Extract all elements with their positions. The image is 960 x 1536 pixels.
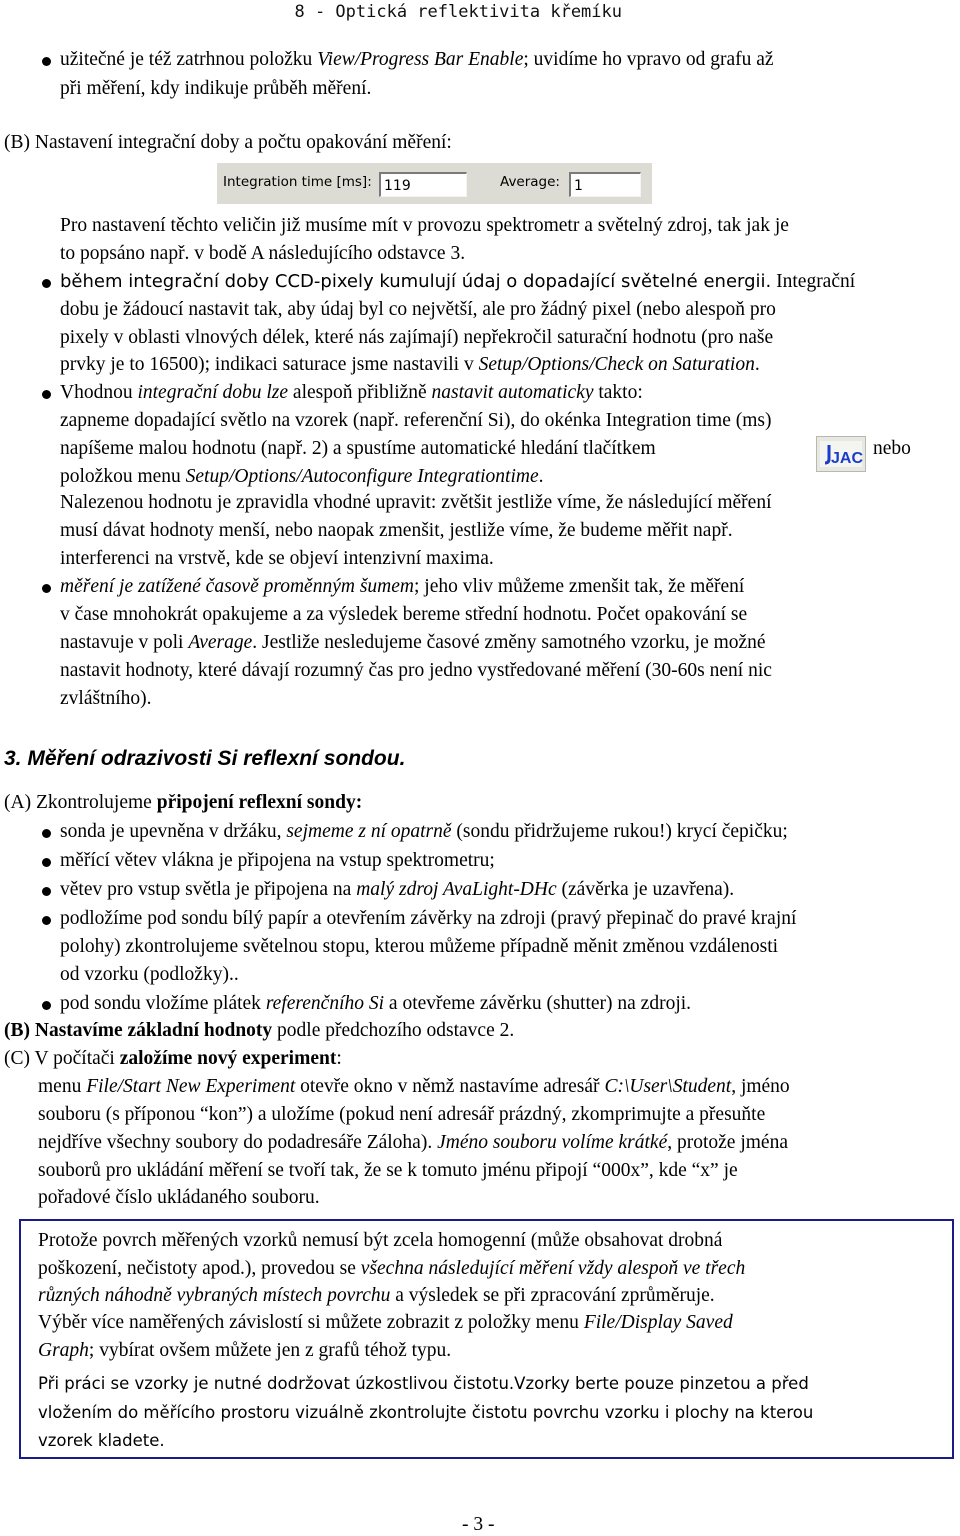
list-item: větev pro vstup světla je připojena na malý zdroj AvaLight-DHc (závěrka je uzavřena).	[60, 879, 735, 900]
bullet	[42, 57, 51, 66]
note-warning-line: Při práci se vzorky je nutné dodržovat úzkostlivou čistotu.Vzorky berte pouze pinzetou a před	[38, 1374, 809, 1393]
page-number: - 3 -	[462, 1514, 495, 1535]
bullet	[42, 390, 51, 399]
paragraph-line: zvláštního).	[60, 688, 152, 709]
average-label: Average:	[500, 174, 560, 190]
paragraph-line: pořadové číslo ukládaného souboru.	[38, 1187, 320, 1208]
note-box	[19, 1219, 954, 1459]
paragraph-line: souboru (s příponou “kon”) a uložíme (pokud není adresář prázdný, zkomprimujte a přesuňte	[38, 1104, 766, 1125]
paragraph-line: Vhodnou integrační dobu lze alespoň přibližně nastavit automaticky takto:	[60, 382, 643, 403]
subsection-heading: (C) V počítači založíme nový experiment:	[4, 1048, 342, 1069]
paragraph-line: nastavuje v poli Average. Jestliže nesledujeme časové změny samotného vzorku, je možné	[60, 632, 766, 653]
subsection-heading: (B) Nastavíme základní hodnoty podle předchozího odstavce 2.	[4, 1020, 515, 1041]
bullet	[42, 829, 51, 838]
integration-time-label: Integration time [ms]:	[223, 174, 372, 190]
bullet	[42, 584, 51, 593]
autoconfigure-button-icon	[816, 436, 866, 472]
average-field: 1	[569, 172, 641, 197]
bullet	[42, 279, 51, 288]
list-item: podložíme pod sondu bílý papír a otevřením závěrky na zdroji (pravý přepinač do pravé krajní	[60, 908, 797, 929]
paragraph-line: zapneme dopadající světlo na vzorek (např. referenční Si), do okénka Integration time (ms)	[60, 410, 772, 431]
note-line: poškození, nečistoty apod.), provedou se všechna následující měření vždy alespoň ve třech	[38, 1258, 746, 1279]
list-item: polohy) zkontrolujeme světelnou stopu, kterou můžeme případně měnit změnou vzdálenosti	[60, 936, 779, 957]
paragraph-line: položkou menu Setup/Options/Autoconfigure Integrationtime.	[60, 466, 544, 487]
note-warning-line: vložením do měřícího prostoru vizuálně zkontrolujte čistotu povrchu vzorku i plochy na kterou	[38, 1403, 814, 1422]
paragraph-line: dobu je žádoucí nastavit tak, aby údaj byl co největší, ale pro žádný pixel (nebo alespoň pro	[60, 299, 776, 320]
note-line: Protože povrch měřených vzorků nemusí být zcela homogenní (může obsahovat drobná	[38, 1230, 723, 1251]
paragraph-line: nebo	[873, 438, 911, 459]
paragraph-line: to popsáno např. v bodě A následujícího odstavce 3.	[60, 243, 466, 264]
paragraph-line: prvky je to 16500); indikaci saturace jsme nastavili v Setup/Options/Check on Saturation.	[60, 354, 760, 375]
note-line: různých náhodně vybraných místech povrchu a výsledek se při zpracování zprůměruje.	[38, 1285, 715, 1306]
list-item: od vzorku (podložky)..	[60, 964, 239, 985]
paragraph-line: měření je zatížené časově proměnným šumem; jeho vliv můžeme zmenšit tak, že měření	[60, 576, 745, 597]
note-line: Výběr více naměřených závislostí si můžete zobrazit z položky menu File/Display Saved	[38, 1312, 733, 1333]
subsection-heading: (A) Zkontrolujeme připojení reflexní sondy:	[4, 792, 363, 813]
integration-settings-screenshot	[217, 163, 652, 204]
paragraph-line: užitečné je též zatrhnou položku View/Progress Bar Enable; uvidíme ho vpravo od grafu až	[60, 49, 774, 70]
list-item: pod sondu vložíme plátek referenčního Si a otevřeme závěrku (shutter) na zdroji.	[60, 993, 692, 1014]
bullet	[42, 1001, 51, 1010]
note-line: Graph; vybírat ovšem můžete jen z grafů téhož typu.	[38, 1340, 452, 1361]
paragraph-line: Nalezenou hodnotu je zpravidla vhodné upravit: zvětšit jestliže víme, že následující měření	[60, 492, 772, 513]
paragraph-line: napíšeme malou hodnotu (např. 2) a spustíme automatické hledání tlačítkem	[60, 438, 656, 459]
svg-text:JAC: JAC	[831, 450, 864, 467]
note-warning-line: vzorek kladete.	[38, 1431, 165, 1450]
subsection-heading: (B) Nastavení integrační doby a počtu opakování měření:	[4, 132, 452, 153]
paragraph-line: menu File/Start New Experiment otevře okno v němž nastavíme adresář C:\User\Student, jméno	[38, 1076, 790, 1097]
list-item: sonda je upevněna v držáku, sejmeme z ní opatrně (sondu přidržujeme rukou!) krycí čepičku;	[60, 821, 788, 842]
bullet	[42, 858, 51, 867]
list-item: měřící větev vlákna je připojena na vstup spektrometru;	[60, 850, 495, 871]
paragraph-line: musí dávat hodnoty menší, nebo naopak zmenšit, jestliže víme, že budeme měřit např.	[60, 520, 733, 541]
bullet	[42, 916, 51, 925]
integration-time-field: 119	[379, 172, 467, 197]
paragraph-line: v čase mnohokrát opakujeme a za výsledek bereme střední hodnotu. Počet opakování se	[60, 604, 748, 625]
jac-icon	[817, 437, 865, 471]
running-header: 8 - Optická reflektivita křemíku	[294, 2, 622, 22]
paragraph-line: nastavit hodnoty, které dávají rozumný čas pro jedno vystředované měření (30-60s není nic	[60, 660, 772, 681]
paragraph-line: během integrační doby CCD-pixely kumulují údaj o dopadající světelné energii. Integrační	[60, 271, 856, 292]
paragraph-line: souborů pro ukládání měření se tvoří tak, že se k tomuto jménu připojí “000x”, kde “x” je	[38, 1160, 738, 1181]
paragraph-line: pixely v oblasti vlnových délek, které nás zajímají) nepřekročil saturační hodnotu (pro naše	[60, 327, 774, 348]
paragraph-line: Pro nastavení těchto veličin již musíme mít v provozu spektrometr a světelný zdroj, tak jak je	[60, 215, 789, 236]
section-heading: 3. Měření odrazivosti Si reflexní sondou.	[4, 747, 406, 770]
paragraph-line: interferenci na vrstvě, kde se objeví intenzivní maxima.	[60, 548, 494, 569]
paragraph-line: nejdříve všechny soubory do podadresáře Záloha). Jméno souboru volíme krátké, protože jména	[38, 1132, 788, 1153]
bullet	[42, 887, 51, 896]
paragraph-line: při měření, kdy indikuje průběh měření.	[60, 78, 372, 99]
